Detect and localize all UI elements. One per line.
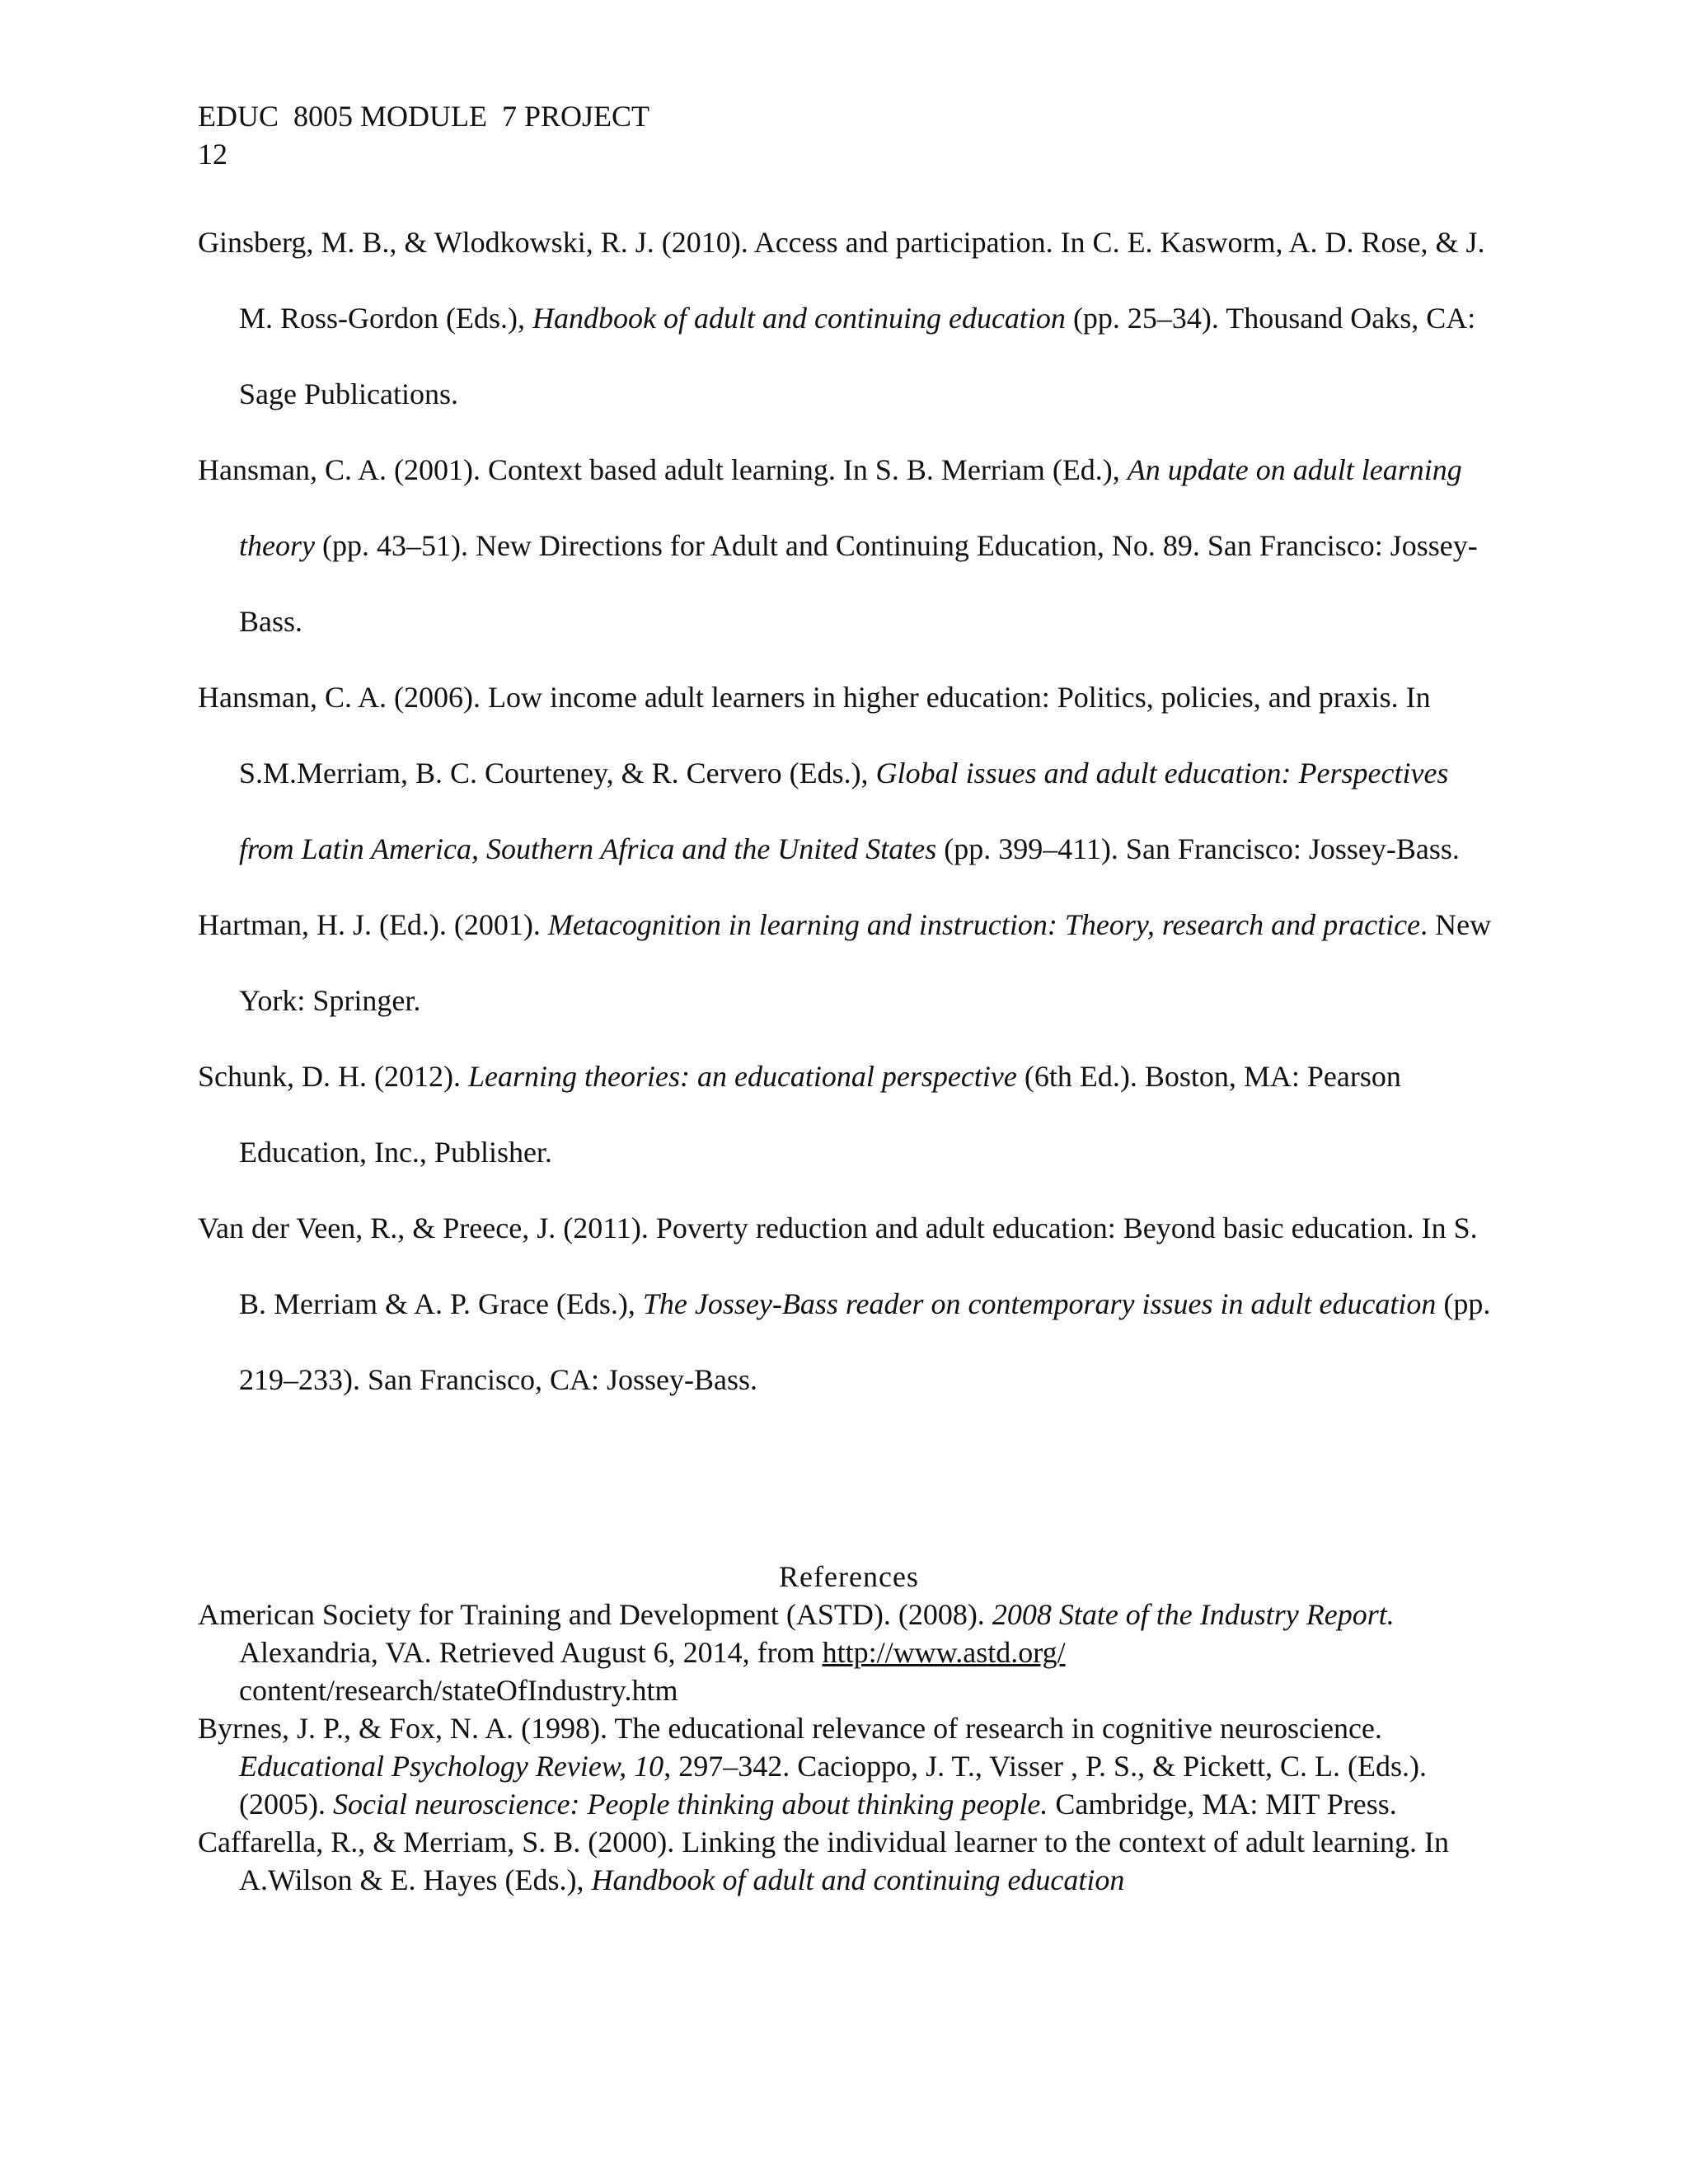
reference-byrnes-1998: Byrnes, J. P., & Fox, N. A. (1998). The educational relevance of research in cognitive neuroscience. Educational Psychology Review, 10, 297–342. Cacioppo, J. T., Visser , P. S., & Pickett, C. L. (Eds.). (2005). Social neuroscience: People thinking about thinking people. Cambridge, MA: MIT Press. [198,1712,1428,1821]
course-title: EDUC 8005 MODULE 7 PROJECT [198,100,650,133]
reference-astd-2008: American Society for Training and Development (ASTD). (2008). 2008 State of the Industry Report. Alexandria, VA. Retrieved August 6, 2014, from http://www.astd.org/ content/research/stateOfIndustry.htm [198,1598,1395,1707]
running-head [198,97,649,173]
reference-list-continued [198,204,1492,1418]
reference-hansman-2001: Hansman, C. A. (2001). Context based adult learning. In S. B. Merriam (Ed.), An update on adult learning theory (pp. 43–51). New Directions for Adult and Continuing Education, No. 89. San Francisco: Jossey-Bass. [198,453,1478,638]
reference-schunk-2012: Schunk, D. H. (2012). Learning theories: an educational perspective (6th Ed.). Boston, MA: Pearson Education, Inc., Publisher. [198,1060,1401,1169]
reference-ginsberg-2010: Ginsberg, M. B., & Wlodkowski, R. J. (2010). Access and participation. In C. E. Kasworm, A. D. Rose, & J. M. Ross-Gordon (Eds.), Handbook of adult and continuing education (pp. 25–34). Thousand Oaks, CA: Sage Publications. [198,226,1485,410]
reference-vanderveen-2011: Van der Veen, R., & Preece, J. (2011). Poverty reduction and adult education: Beyond basic education. In S. B. Merriam & A. P. Grace (Eds.), The Jossey-Bass reader on contemporary issues in adult education (pp. 219–233). San Francisco, CA: Jossey-Bass. [198,1212,1491,1396]
reference-hartman-2001: Hartman, H. J. (Ed.). (2001). Metacognition in learning and instruction: Theory, research and practice. New York: Springer. [198,908,1492,1017]
page-number: 12 [198,138,227,171]
references-heading: References [779,1560,919,1593]
astd-link[interactable]: http://www.astd.org/ [822,1636,1066,1669]
reference-list-second [198,1558,1500,1899]
reference-caffarella-2000: Caffarella, R., & Merriam, S. B. (2000). Linking the individual learner to the context of adult learning. In A.Wilson & E. Hayes (Eds.), Handbook of adult and continuing education [198,1825,1449,1896]
reference-hansman-2006: Hansman, C. A. (2006). Low income adult learners in higher education: Politics, policies, and praxis. In S.M.Merriam, B. C. Courteney, & R. Cervero (Eds.), Global issues and adult education: Perspectives from Latin America, Southern Africa and the United States (pp. 399–411). San Francisco: Jossey-Bass. [198,681,1460,865]
